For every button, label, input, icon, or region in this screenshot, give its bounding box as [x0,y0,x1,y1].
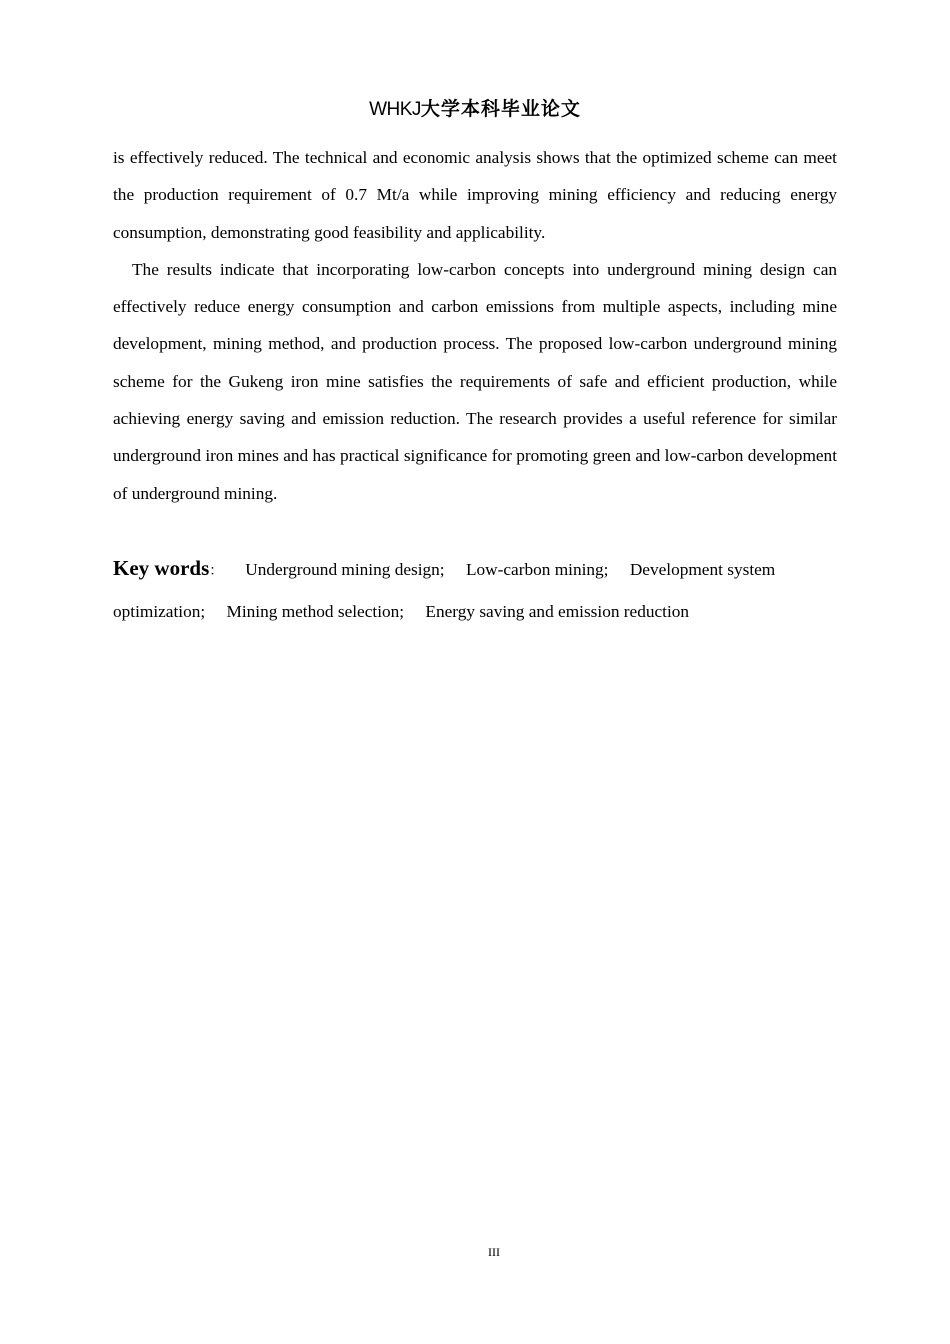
header-institution-code: WHKJ [369,99,421,120]
header-thesis-title: 大学本科毕业论文 [420,98,581,120]
keyword-item: Underground mining design; [245,560,445,579]
keyword-item: Energy saving and emission reduction [425,602,690,621]
keywords-label: Key words [113,556,210,580]
keyword-item: Development system optimization; [113,560,776,621]
keyword-item: Mining method selection; [226,602,405,621]
page-header [0,96,950,123]
keyword-item: Low-carbon mining; [465,560,609,579]
keywords-section [113,548,837,632]
abstract-paragraph-conclusion: The results indicate that incorporating low-carbon concepts into underground mining design can effectively reduce energy consumption and carbon emissions from multiple aspects, including mine development, mining method, and production process. The proposed low-carbon underground mining scheme for the Gukeng iron mine satisfies the requirements of safe and efficient production, while achieving energy saving and emission reduction. The research provides a useful reference for similar underground iron mines and has practical significance for promoting green and low-carbon development of underground mining. [113,259,837,503]
abstract-paragraph-continued: is effectively reduced. The technical and economic analysis shows that the optimized scheme can meet the production requirement of 0.7 Mt/a while improving mining efficiency and reducing energy consumption, demonstrating good feasibility and applicability. [113,148,837,242]
keywords-colon: ： [209,564,224,579]
page-number: III [488,1245,500,1259]
abstract-body [113,139,837,512]
